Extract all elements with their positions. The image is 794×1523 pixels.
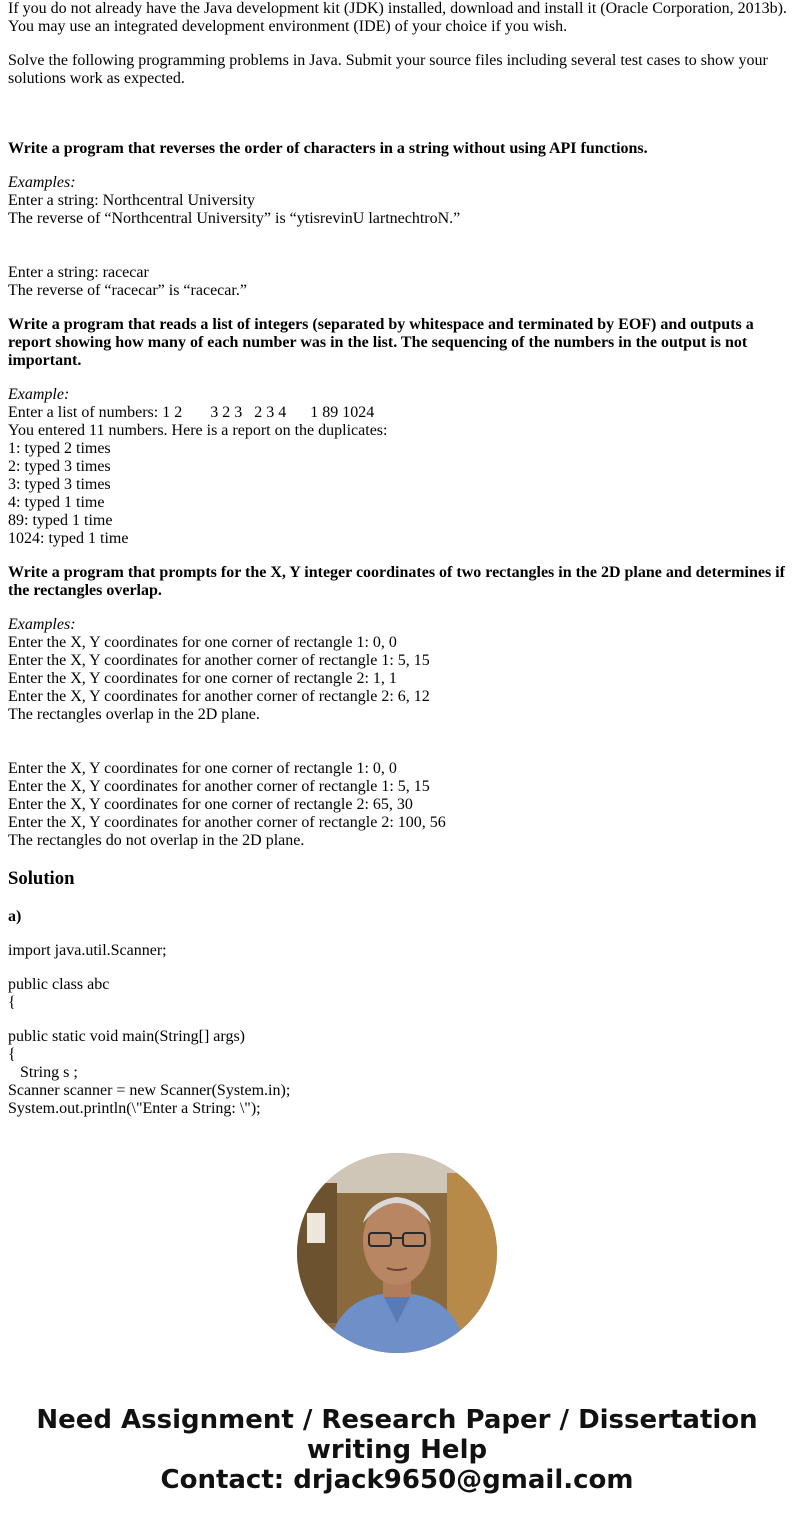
problem2-title: Write a program that reads a list of integers (separated by whitespace and terminated by EOF) and outputs a report showing how many of each number was in the list. The sequencing of the numbers in the output is not important. [8, 316, 754, 369]
spacer [8, 104, 788, 122]
problem1-line: The reverse of “racecar” is “racecar.” [8, 282, 247, 299]
problem2-line: 1024: typed 1 time [8, 530, 129, 547]
intro-paragraph-1: If you do not already have the Java development kit (JDK) installed, download and install it (Oracle Corporation, 2013b). You may use an integrated development environment (IDE) of your choice if you wish. [8, 0, 787, 35]
solution-heading: Solution [8, 868, 75, 889]
author-photo [297, 1153, 497, 1353]
footer-line-2: writing Help [306, 1435, 488, 1465]
problem2-example-label: Example: [8, 386, 70, 403]
code-line: String s ; [8, 1064, 78, 1081]
problem2-line: You entered 11 numbers. Here is a report on the duplicates: [8, 422, 388, 439]
problem3-line: Enter the X, Y coordinates for another corner of rectangle 2: 100, 56 [8, 814, 446, 831]
problem2-line: 89: typed 1 time [8, 512, 113, 529]
code-line: Scanner scanner = new Scanner(System.in); [8, 1082, 291, 1099]
problem2-line: 4: typed 1 time [8, 494, 105, 511]
person-photo-icon [297, 1153, 497, 1353]
problem3-line: Enter the X, Y coordinates for another corner of rectangle 1: 5, 15 [8, 652, 430, 669]
problem1-line: Enter a string: racecar [8, 264, 149, 281]
code-line: System.out.println(\"Enter a String: \"); [8, 1100, 261, 1117]
document-body [8, 0, 788, 1122]
problem1-title: Write a program that reverses the order of characters in a string without using API functions. [8, 140, 648, 157]
problem2-line: Enter a list of numbers: 1 2 3 2 3 2 3 4 1 89 1024 [8, 404, 375, 421]
problem3-line: Enter the X, Y coordinates for another corner of rectangle 2: 6, 12 [8, 688, 430, 705]
problem3-line: The rectangles overlap in the 2D plane. [8, 706, 260, 723]
code-import: import java.util.Scanner; [8, 942, 167, 959]
problem1-line: Enter a string: Northcentral University [8, 192, 256, 209]
problem3-examples-label: Examples: [8, 616, 76, 633]
problem3-line: Enter the X, Y coordinates for one corner of rectangle 2: 1, 1 [8, 670, 397, 687]
problem1-line: The reverse of “Northcentral University” is “ytisrevinU lartnechtroN.” [8, 210, 461, 227]
code-line: public static void main(String[] args) [8, 1028, 245, 1045]
footer-contact[interactable]: Contact: drjack9650@gmail.com [160, 1465, 634, 1495]
spacer [8, 122, 788, 140]
help-footer [0, 1405, 794, 1495]
problem3-line: Enter the X, Y coordinates for one corner of rectangle 1: 0, 0 [8, 634, 397, 651]
solution-part-a: a) [8, 908, 22, 925]
code-line: { [8, 994, 16, 1011]
problem3-line: Enter the X, Y coordinates for one corner of rectangle 2: 65, 30 [8, 796, 413, 813]
problem3-title: Write a program that prompts for the X, Y integer coordinates of two rectangles in the 2D plane and determines if the rectangles overlap. [8, 564, 785, 599]
code-line: public class abc [8, 976, 110, 993]
problem3-line: Enter the X, Y coordinates for one corner of rectangle 1: 0, 0 [8, 760, 397, 777]
problem3-line: The rectangles do not overlap in the 2D plane. [8, 832, 305, 849]
problem2-line: 1: typed 2 times [8, 440, 111, 457]
problem3-line: Enter the X, Y coordinates for another corner of rectangle 1: 5, 15 [8, 778, 430, 795]
problem2-line: 2: typed 3 times [8, 458, 111, 475]
intro-paragraph-2: Solve the following programming problems in Java. Submit your source files including several test cases to show your solutions work as expected. [8, 52, 768, 87]
problem1-examples-label: Examples: [8, 174, 76, 191]
footer-line-1: Need Assignment / Research Paper / Dissertation [36, 1405, 758, 1435]
code-line: { [8, 1046, 16, 1063]
problem2-line: 3: typed 3 times [8, 476, 111, 493]
